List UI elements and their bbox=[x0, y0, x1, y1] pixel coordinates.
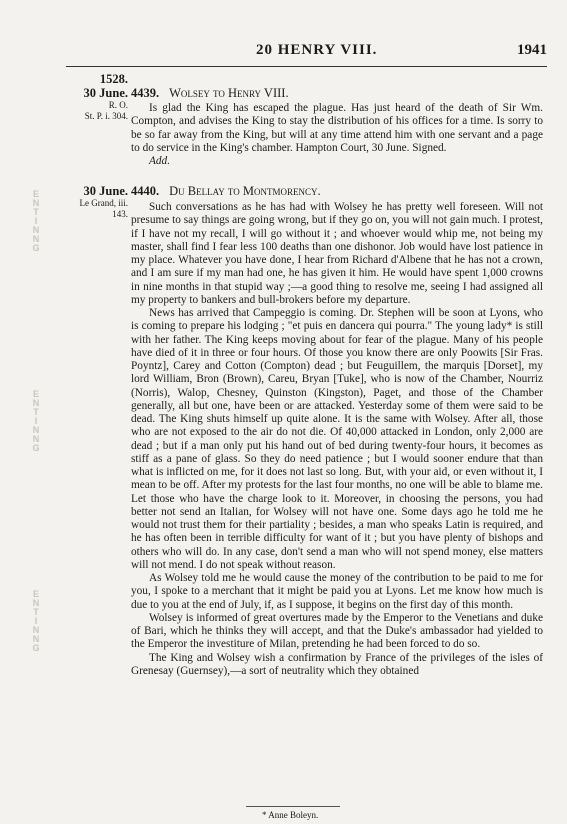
page-header bbox=[0, 42, 567, 64]
entry-paragraph: The King and Wolsey wish a confirmation by France of the privileges of the isles of Grenesay (Guernsey),—a sort of neutrality which they obtained bbox=[131, 651, 543, 677]
entry-date: 30 June. bbox=[83, 184, 128, 198]
entry-margin bbox=[58, 72, 128, 122]
library-stamp-watermark: E N T I N N G bbox=[32, 189, 40, 253]
entry-paragraph: News has arrived that Campeggio is coming. Dr. Stephen will be soon at Lyons, who is coming to prepare his lodging ; "et puis en dancera qui pourra." The young lady* is still with her father. The King keeps moving about for fear of the plague. Many of his people have died of it in three or four hours. Of those you know there are only Poowits [Sir Fras. Poyntz], Carey and Cotton (Compton) dead ; but Feuguillem, the marquis [Dorset], my lord William, Bron (Brown), Careu, Bryan [Tuke], who is now of the Chamber, Nourriz (Norris), Walop, Chesney, Quinston (Kingston), Paget, and those of the Chamber generally, all but one, have been or are attacked. Yesterday some of them were said to be dead. The King shuts himself up quite alone. It is the same with Wolsey. After all, those who are not exposed to the air do not die. Of 40,000 attacked in London, only 2,000 are dead ; but if a man only put his hand out of bed during twenty-four hours, it becomes as stiff as a pane of glass. So they do need patience ; but I would sooner endure that than what is inflicted on me, for it does not last so long. But, with your aid, or even without it, I mean to be off. After my protests for the last four months, no one will be able to blame me. Let those who have the charge look to it. Moreover, in choosing the persons, you had better not send an Italian, for Wolsey will not have one. Some days ago he told me he would not trust them for their partiality ; besides, a man who speaks Latin is required, and he has often been in terrible difficulty for want of it ; but you have plenty of bishops and others who will do. In any case, don't send a man who will not spend money, else matters will not mend. I do not speak without reason. bbox=[131, 307, 543, 571]
entry-paragraph: Wolsey is informed of great overtures made by the Emperor to the Venetians and duke of Bari, which he thinks they will accept, and that the Duke's ambassador had yielded to the Emperor the investiture of Milan, pretending he had been forced to do so. bbox=[131, 611, 543, 651]
entry-source-line: St. P. i. 304. bbox=[84, 111, 128, 121]
entry-source-line: R. O. bbox=[108, 100, 128, 110]
entry-margin bbox=[58, 184, 128, 220]
running-head: 20 HENRY VIII. bbox=[256, 42, 378, 58]
entry-date: 30 June. bbox=[83, 86, 128, 100]
entry-number: 4440. bbox=[131, 184, 160, 198]
entry-title: Du Bellay to Montmorency. bbox=[169, 184, 321, 198]
library-stamp-watermark: E N T I N N G bbox=[32, 589, 40, 653]
entry-heading bbox=[131, 184, 321, 198]
entry-title: Wolsey to Henry VIII. bbox=[169, 86, 289, 100]
page-number: 1941 bbox=[517, 42, 547, 58]
entry-body bbox=[131, 201, 543, 678]
entry-heading bbox=[131, 86, 289, 100]
header-rule bbox=[66, 66, 547, 67]
entry-add-note: Add. bbox=[149, 155, 171, 167]
entry-source-line: 143. bbox=[112, 209, 128, 219]
footnote-rule bbox=[246, 806, 340, 807]
entry-paragraph: As Wolsey told me he would cause the money of the contribution to be paid to me for you, I spoke to a merchant that it might be paid you at Lyons. Let me know how much is due to you at the end of July, if, as I suppose, it begins on the first day of this month. bbox=[131, 572, 543, 611]
entry-paragraph: Such conversations as he has had with Wolsey he has pretty well foreseen. Will not presume to say things are going wrong, but if they go on, you will not gain much. I protest, if I have not my recall, I will go without it ; and whoever would whip me, not being my master, shall find I fear less 100 deaths than one dishonor. Job would have lost patience in my place. Whatever you have done, I hear from Richard d'Albene that he has not a crown, and I am sure if my man had one, he has given it him. He would have spent 1,000 crowns in nine months in that stupid way ;—a good thing to resolve me, seeing I had assigned all my property to bankers and bull-brokers before my departure. bbox=[131, 201, 543, 306]
entry-year: 1528. bbox=[99, 72, 128, 86]
entry-number: 4439. bbox=[131, 86, 160, 100]
entry-body bbox=[131, 102, 543, 155]
footnote: * Anne Boleyn. bbox=[262, 810, 319, 820]
entry-paragraph: Is glad the King has escaped the plague. Has just heard of the death of Sir Wm. Compton, and advises the King to stay the distribution of his offices for a time. Is sorry to be so far away from the King, but will at any time attend him with one servant and a page to do service in the King's chamber. Hampton Court, 30 June. Signed. bbox=[131, 102, 543, 154]
entry-source-line: Le Grand, iii. bbox=[79, 198, 128, 208]
library-stamp-watermark: E N T I N N G bbox=[32, 389, 40, 453]
